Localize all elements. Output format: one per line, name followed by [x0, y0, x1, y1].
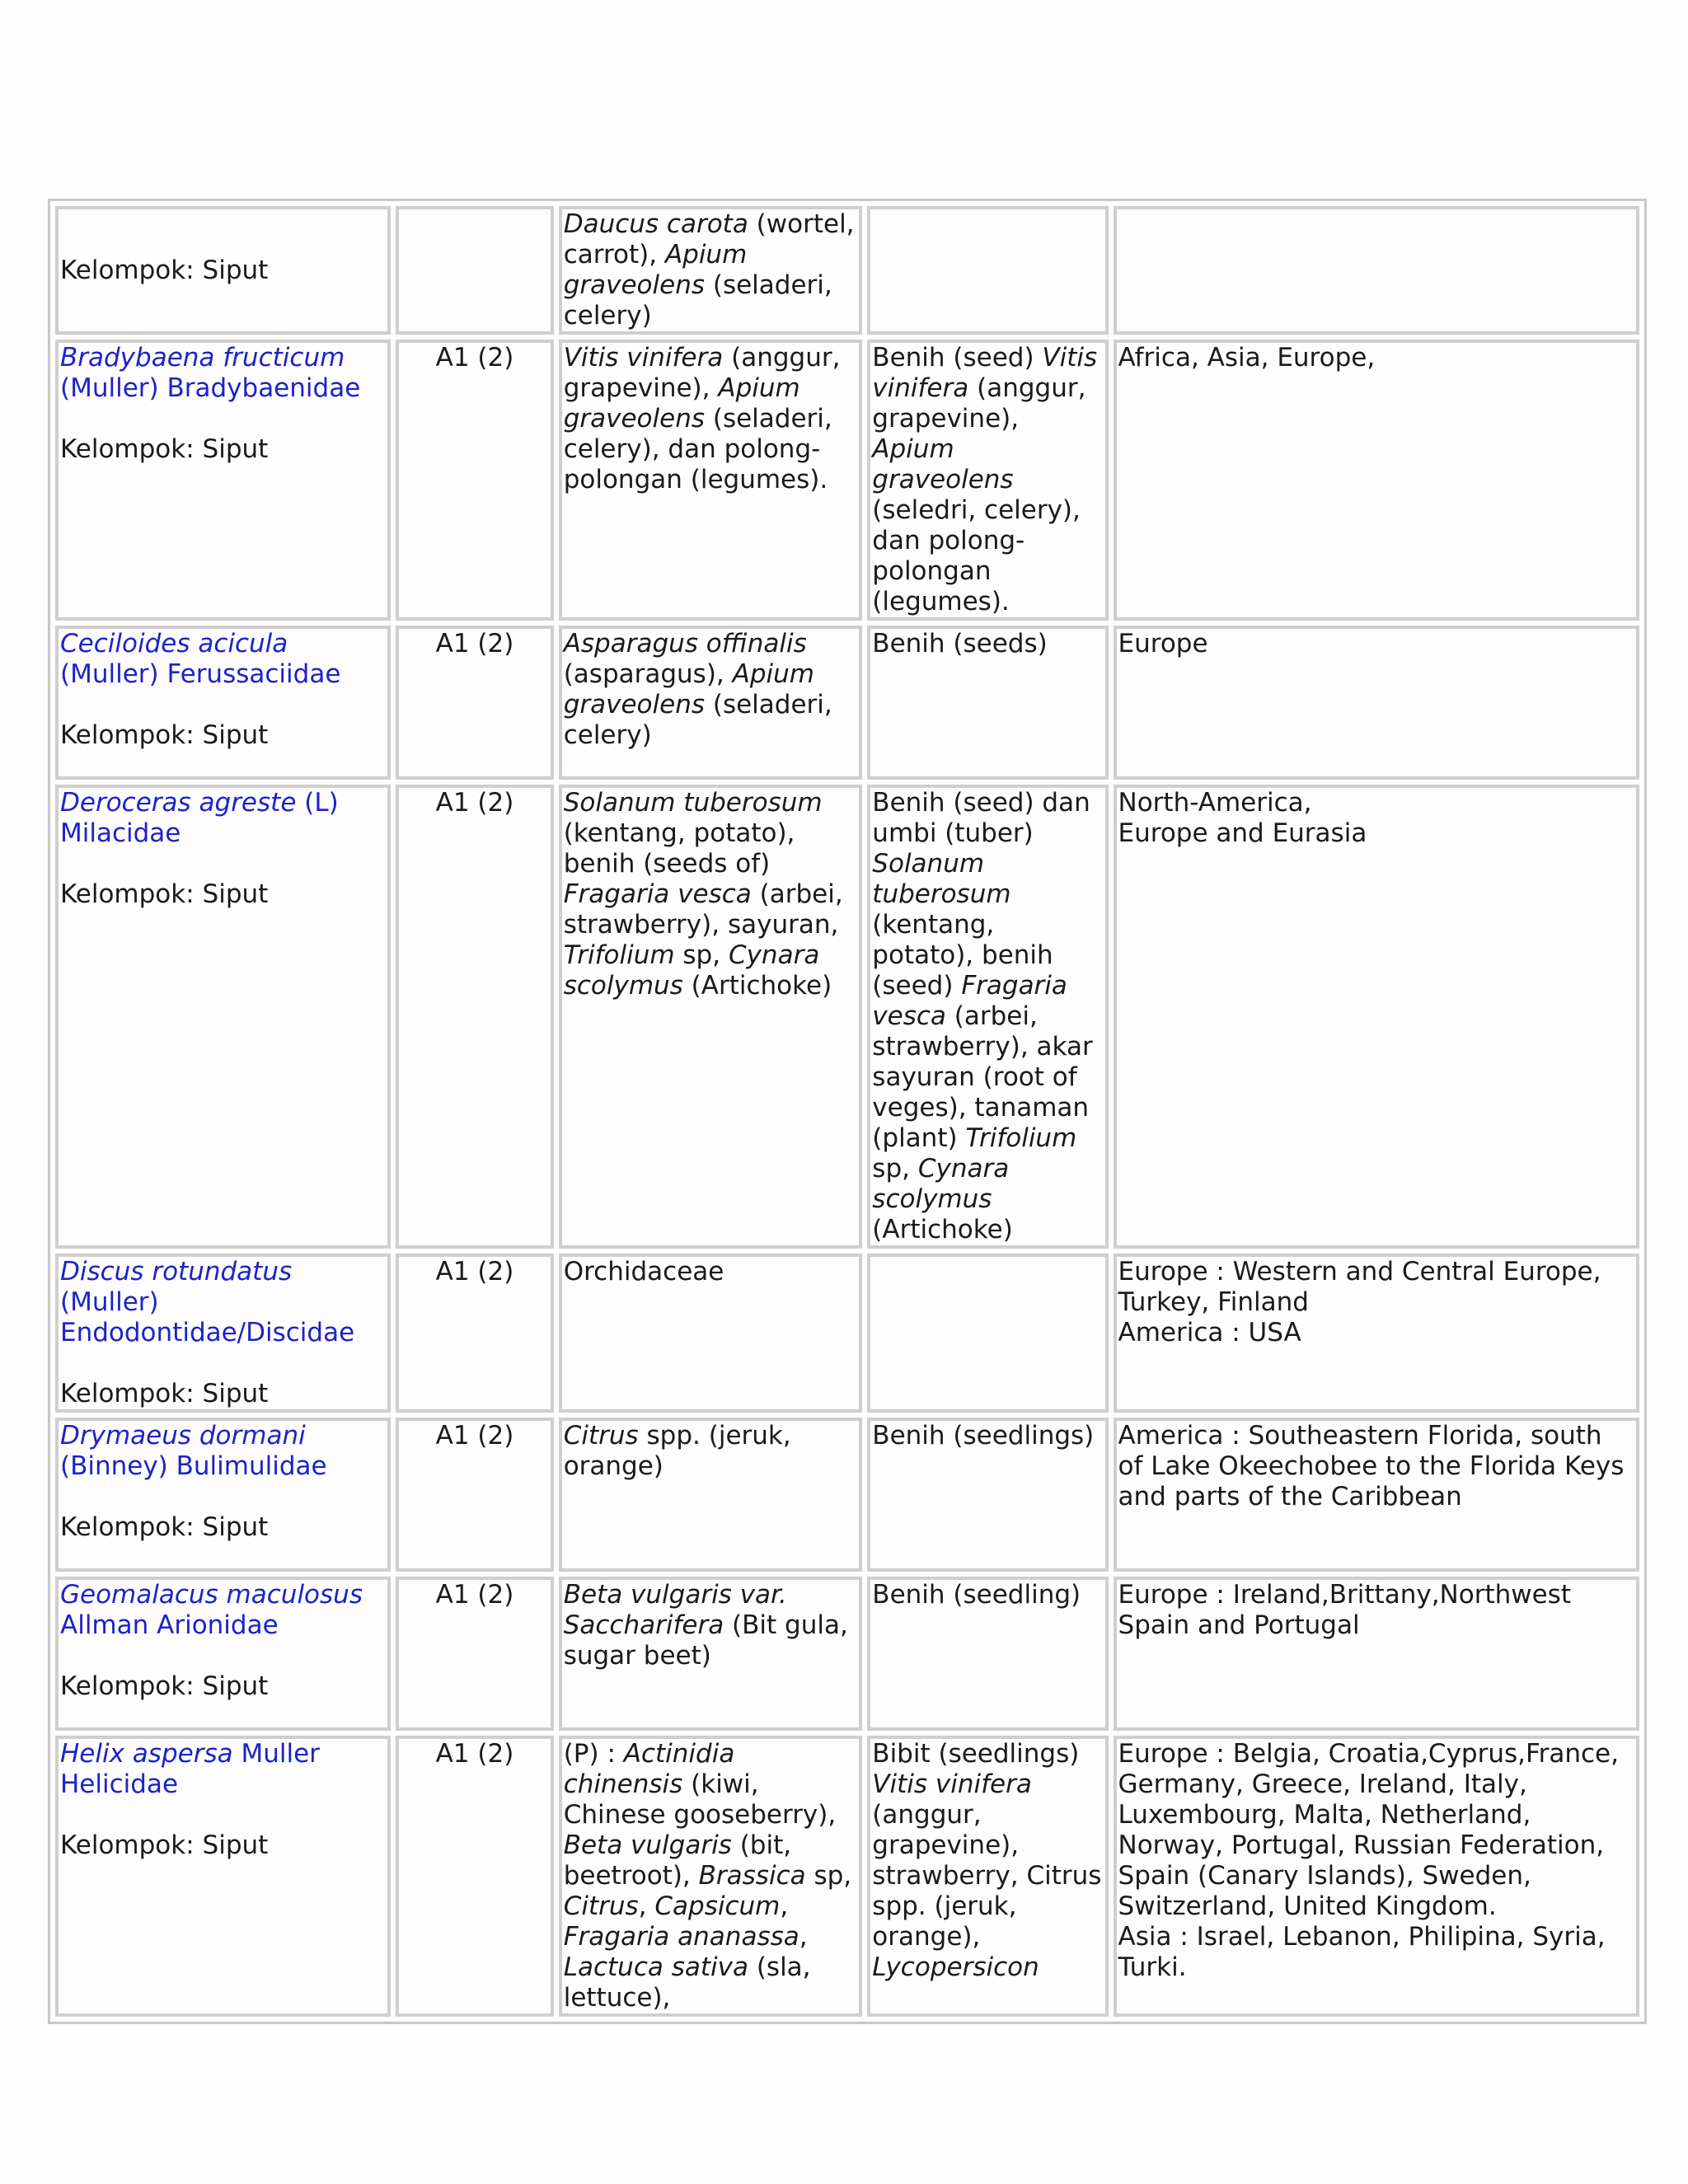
text-segment: Trifolium: [965, 1123, 1077, 1153]
table-row: [55, 1418, 1639, 1572]
category-cell: [396, 206, 553, 335]
text-segment: Apium graveolens: [563, 659, 814, 719]
host-plants-cell: [559, 626, 863, 780]
text-segment: (Muller) Endodontidae/Discidae: [60, 1287, 355, 1347]
text-segment: Helix aspersa: [60, 1739, 233, 1769]
text-segment: (kentang, potato), benih (seed): [872, 910, 1053, 1001]
text-segment: (P) :: [563, 1739, 624, 1769]
text-segment: sp,: [674, 940, 729, 970]
text-segment: Citrus: [563, 1891, 639, 1921]
group-label: Kelompok: Siput: [60, 1671, 269, 1701]
text-segment: Cynara scolymus: [872, 1154, 1010, 1214]
pest-name-link[interactable]: [60, 1257, 354, 1347]
text-segment: Trifolium: [563, 940, 675, 970]
distribution-line: Europe : Ireland,Brittany,Northwest Spain and Portugal: [1118, 1580, 1571, 1640]
text-segment: Bradybaena fructicum: [60, 343, 345, 373]
pest-name-cell: [55, 626, 391, 780]
table-row: [55, 1254, 1639, 1413]
text-segment: Allman Arionidae: [60, 1610, 279, 1640]
text-segment: Fragaria vesca: [872, 971, 1067, 1031]
pest-name-cell: [55, 785, 391, 1249]
pest-table: [50, 201, 1644, 2022]
text-segment: (kiwi, Chinese gooseberry),: [563, 1769, 837, 1830]
text-segment: (arbei, strawberry), sayuran,: [563, 879, 843, 940]
pathway-cell: [867, 340, 1108, 621]
spacer: [60, 849, 386, 879]
pest-name-link[interactable]: [60, 343, 360, 403]
text-segment: (seladeri, celery), dan polong-polongan (legumes).: [563, 404, 832, 494]
text-segment: (Artichoke): [872, 1215, 1013, 1244]
group-label: Kelompok: Siput: [60, 1512, 269, 1542]
spacer: [60, 1482, 386, 1512]
pest-name-link[interactable]: [60, 1739, 320, 1799]
pest-name-cell: [55, 1418, 391, 1572]
text-segment: Capsicum: [654, 1891, 781, 1921]
distribution-cell: [1114, 1254, 1639, 1413]
text-segment: (Artichoke): [682, 971, 832, 1001]
text-segment: Ceciloides acicula: [60, 629, 288, 658]
category-cell: A1 (2): [396, 1577, 553, 1731]
text-segment: Drymaeus dormani: [60, 1421, 306, 1451]
text-segment: ,: [799, 1922, 808, 1952]
text-segment: (arbei, strawberry), akar sayuran (root of veges), tanaman (plant): [872, 1001, 1093, 1153]
text-segment: Orchidaceae: [563, 1257, 724, 1286]
pathway-cell: [867, 626, 1108, 780]
pest-name-cell: [55, 1254, 391, 1413]
text-segment: Apium graveolens: [563, 373, 800, 434]
text-segment: Benih (seed) dan umbi (tuber): [872, 788, 1090, 848]
spacer: [60, 1641, 386, 1671]
text-segment: Lactuca sativa: [563, 1952, 748, 1982]
group-label: Kelompok: Siput: [60, 434, 269, 464]
table-row: [55, 626, 1639, 780]
text-segment: sp,: [805, 1861, 852, 1891]
text-segment: sp,: [872, 1154, 918, 1183]
text-segment: Daucus carota: [563, 209, 748, 239]
distribution-cell: [1114, 1577, 1639, 1731]
text-segment: Benih (seeds): [872, 629, 1048, 658]
distribution-cell: [1114, 1418, 1639, 1572]
text-segment: (Binney) Bulimulidae: [60, 1451, 327, 1481]
group-label: Kelompok: Siput: [60, 1830, 269, 1860]
text-segment: Benih (seed): [872, 343, 1043, 373]
text-segment: Deroceras agreste: [60, 788, 297, 818]
text-segment: Vitis vinifera: [872, 1769, 1032, 1799]
pathway-cell: [867, 1418, 1108, 1572]
host-plants-cell: [559, 785, 863, 1249]
group-label: Kelompok: Siput: [60, 720, 269, 750]
pest-table-body: [55, 206, 1639, 2017]
distribution-cell: [1114, 340, 1639, 621]
text-segment: Beta vulgaris var. Saccharifera: [563, 1580, 787, 1640]
text-segment: (anggur, grapevine),: [872, 373, 1086, 434]
distribution-cell: [1114, 626, 1639, 780]
text-segment: (asparagus),: [563, 659, 733, 689]
text-segment: Asparagus offinalis: [563, 629, 807, 658]
pathway-cell: [867, 1577, 1108, 1731]
text-segment: Solanum tuberosum: [563, 788, 823, 818]
text-segment: Geomalacus maculosus: [60, 1580, 363, 1610]
pathway-cell: [867, 1254, 1108, 1413]
pest-name-link[interactable]: [60, 1421, 327, 1481]
text-segment: (Muller) Bradybaenidae: [60, 373, 361, 403]
spacer: [60, 404, 386, 434]
text-segment: (bit, beetroot),: [563, 1830, 792, 1891]
distribution-cell: [1114, 1736, 1639, 2017]
text-segment: Benih (seedlings): [872, 1421, 1095, 1451]
pest-name-cell: [55, 1736, 391, 2017]
text-segment: Apium graveolens: [872, 434, 1014, 494]
text-segment: ,: [638, 1891, 655, 1921]
host-plants-cell: [559, 1418, 863, 1572]
host-plants-cell: [559, 1254, 863, 1413]
host-plants-cell: [559, 340, 863, 621]
text-segment: (Bit gula, sugar beet): [563, 1610, 848, 1671]
distribution-cell: [1114, 785, 1639, 1249]
table-row: [55, 206, 1639, 335]
text-segment: Beta vulgaris: [563, 1830, 732, 1860]
distribution-line: Africa, Asia, Europe,: [1118, 343, 1376, 373]
text-segment: Cynara scolymus: [563, 940, 820, 1001]
text-segment: Brassica: [698, 1861, 806, 1891]
text-segment: Bibit (seedlings): [872, 1739, 1080, 1769]
text-segment: Solanum tuberosum: [872, 849, 1011, 909]
distribution-line: Europe : Western and Central Europe, Turkey, Finland: [1118, 1257, 1601, 1317]
pest-name-link[interactable]: [60, 629, 340, 689]
text-segment: Vitis vinifera: [563, 343, 724, 373]
group-label: Kelompok: Siput: [60, 1379, 269, 1408]
text-segment: (kentang, potato), benih (seeds of): [563, 818, 795, 879]
pest-name-cell: [55, 340, 391, 621]
category-cell: A1 (2): [396, 340, 553, 621]
distribution-line: North-America,: [1118, 788, 1312, 818]
spacer: [60, 1348, 386, 1379]
host-plants-cell: [559, 1577, 863, 1731]
text-segment: ,: [780, 1891, 789, 1921]
distribution-line: America : Southeastern Florida, south of Lake Okeechobee to the Florida Keys and parts of the Caribbean: [1118, 1421, 1625, 1511]
category-cell: A1 (2): [396, 1418, 553, 1572]
distribution-line: America : USA: [1118, 1318, 1301, 1347]
text-segment: Apium graveolens: [563, 240, 748, 300]
text-segment: Citrus: [563, 1421, 639, 1451]
text-segment: (anggur, grapevine), strawberry, Citrus spp. (jeruk, orange),: [872, 1800, 1102, 1952]
pest-name-cell: [55, 1577, 391, 1731]
text-segment: Actinidia chinensis: [563, 1739, 735, 1799]
host-plants-cell: [559, 1736, 863, 2017]
category-cell: A1 (2): [396, 1254, 553, 1413]
pest-name-link[interactable]: [60, 1580, 363, 1640]
text-segment: Lycopersicon: [872, 1952, 1039, 1982]
distribution-line: Europe: [1118, 629, 1208, 658]
category-cell: A1 (2): [396, 626, 553, 780]
text-segment: (L) Milacidae: [60, 788, 339, 848]
text-segment: Vitis vinifera: [872, 343, 1098, 403]
text-segment: (seledri, celery), dan polong-polongan (legumes).: [872, 495, 1081, 616]
table-row: [55, 1577, 1639, 1731]
pest-name-link[interactable]: [60, 788, 339, 848]
category-cell: A1 (2): [396, 785, 553, 1249]
spacer: [60, 1800, 386, 1830]
text-segment: (sla, lettuce),: [563, 1952, 811, 2013]
group-label: Kelompok: Siput: [60, 255, 269, 285]
text-segment: Fragaria ananassa: [563, 1922, 799, 1952]
table-row: [55, 340, 1639, 621]
category-cell: A1 (2): [396, 1736, 553, 2017]
text-segment: Discus rotundatus: [60, 1257, 293, 1286]
table-row: [55, 785, 1639, 1249]
pest-name-cell: [55, 206, 391, 335]
pathway-cell: [867, 1736, 1108, 2017]
spacer: [60, 690, 386, 720]
group-label: Kelompok: Siput: [60, 879, 269, 909]
text-segment: Fragaria vesca: [563, 879, 752, 909]
distribution-line: Europe and Eurasia: [1118, 818, 1367, 848]
text-segment: (Muller) Ferussaciidae: [60, 659, 341, 689]
pathway-cell: [867, 206, 1108, 335]
distribution-line: Europe : Belgia, Croatia,Cyprus,France, Germany, Greece, Ireland, Italy, Luxembourg, Malta, Netherland, Norway, Portugal, Russian Federation, Spain (Canary Islands), Sweden, Switzerland, United Kingdom.: [1118, 1739, 1619, 1921]
text-segment: (anggur, grapevine),: [563, 343, 841, 403]
text-segment: Muller Helicidae: [60, 1739, 320, 1799]
text-segment: (seladeri, celery): [563, 690, 832, 750]
pest-list-sheet: [48, 199, 1647, 2024]
distribution-cell: [1114, 206, 1639, 335]
text-segment: (wortel, carrot),: [563, 209, 855, 269]
text-segment: spp. (jeruk, orange): [563, 1421, 791, 1481]
distribution-line: Asia : Israel, Lebanon, Philipina, Syria, Turki.: [1118, 1922, 1606, 1982]
text-segment: (seladeri, celery): [563, 270, 832, 330]
table-row: [55, 1736, 1639, 2017]
pathway-cell: [867, 785, 1108, 1249]
host-plants-cell: [559, 206, 863, 335]
text-segment: Benih (seedling): [872, 1580, 1081, 1610]
